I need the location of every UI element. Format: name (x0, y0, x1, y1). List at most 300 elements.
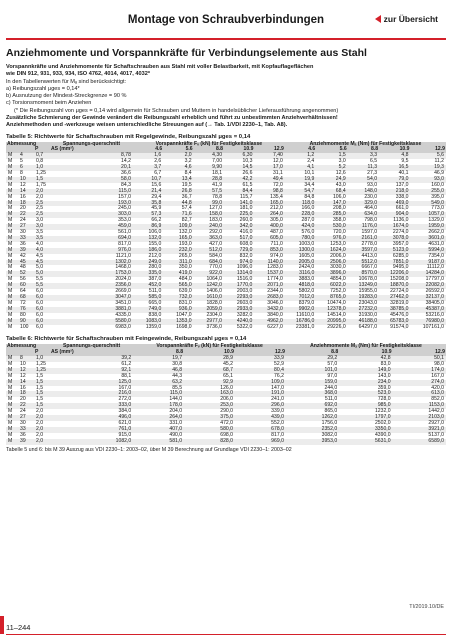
table-cell: 61,5 (224, 183, 254, 189)
table-cell: M (6, 313, 18, 319)
table-cell: 828,0 (184, 439, 235, 445)
table-cell: M (6, 236, 18, 242)
table-cell: 6,0 (34, 319, 50, 325)
table-cell: 22724,0 (379, 289, 410, 295)
intro-line: Anziehmethoden und -werkzeuge weisen unterschiedliche Streuungen auf (→ Tab. 1/VDI 2230–1, Tab. A8). (6, 122, 288, 129)
table-cell: 29226,0 (316, 325, 347, 331)
table-cell: 149,0 (339, 368, 392, 374)
table-cell: M (6, 325, 18, 331)
table-cell: 427,0 (194, 242, 224, 248)
table-cell: 1314,0 (224, 271, 254, 277)
table-cell: 280,0 (133, 265, 163, 271)
table-cell: 106,0 (316, 195, 347, 201)
table-cell: 665,0 (133, 301, 163, 307)
table-cell: M (6, 230, 18, 236)
table-cell: 335,0 (133, 271, 163, 277)
table-cell: 1359,0 (133, 325, 163, 331)
table-cell: 8 (18, 356, 34, 362)
table-cell: 974,0 (254, 254, 284, 260)
table-cell: M (6, 368, 18, 374)
table5-header-anziehmoment: Anziehmomente Mₐ (Nm) für Festigkeitsklasse (285, 142, 446, 148)
table-cell: 1,5 (34, 177, 50, 183)
table-cell: 27,3 (348, 171, 379, 177)
table-cell: 464,0 (348, 206, 379, 212)
table-cell: 1140,0 (254, 260, 284, 266)
table-cell: 728,0 (339, 397, 392, 403)
table-cell: 2024,0 (50, 277, 133, 283)
table-cell: 255,0 (411, 189, 447, 195)
table-cell: 1,75 (34, 183, 50, 189)
table-cell: 296,0 (235, 403, 286, 409)
footer-divider (6, 634, 446, 635)
table-cell: 1,5 (34, 403, 50, 409)
back-to-overview-link[interactable] (375, 14, 438, 24)
intro-line: (* Die Reibungszahl von μges = 0,14 wird allgemein für Schrauben und Muttern in handelsüblicher Lieferausführung angenommen) (14, 107, 339, 114)
table5-header-spannung: Spannungs-querschnitt (50, 142, 133, 148)
table-cell: 204,0 (133, 409, 184, 415)
table-cell: 8379,0 (285, 301, 316, 307)
table-cell: 260,0 (224, 218, 254, 224)
table-cell: 78,8 (194, 195, 224, 201)
table-cell: 773,0 (411, 206, 447, 212)
table-cell: 160,0 (411, 183, 447, 189)
table-cell: 1329,0 (411, 218, 447, 224)
table-cell: 1,5 (34, 380, 50, 386)
table-cell: 82,7 (163, 218, 193, 224)
header-class: 10.9 (339, 350, 392, 356)
table-cell: 53216,0 (411, 313, 447, 319)
table-cell: 1064,0 (194, 277, 224, 283)
table-cell: 20995,0 (316, 319, 347, 325)
table-cell: 46,8 (133, 368, 184, 374)
table-cell: 4,1 (285, 165, 316, 171)
table-cell: 27 (18, 224, 34, 230)
table-cell: 80 (18, 313, 34, 319)
table-cell: 511,0 (286, 397, 339, 403)
table-cell: 1605,0 (285, 254, 316, 260)
table-cell: 407,0 (133, 427, 184, 433)
table-cell: 1,5 (34, 386, 50, 392)
table-cell: 22082,0 (411, 283, 447, 289)
table-cell: 58,0 (50, 177, 133, 183)
table-cell: 2,5 (34, 206, 50, 212)
table-cell: 7851,0 (379, 260, 410, 266)
table-cell: 60 (18, 283, 34, 289)
table-cell: 147,0 (235, 386, 286, 392)
table-cell: 143,0 (339, 374, 392, 380)
table-cell: 8765,0 (316, 295, 347, 301)
table-cell: 4335,0 (50, 313, 133, 319)
table-cell: 45476,0 (379, 313, 410, 319)
table-cell: 6667,0 (348, 265, 379, 271)
table-cell: M (6, 307, 18, 313)
table-cell: 24 (18, 409, 34, 415)
intro-line: Vorspannkräfte und Anziehmomente für Schaftschrauben aus Stahl mit voller Belastbarkeit, mit Kopfauflageflächen (6, 64, 314, 70)
table-cell: 19,9 (285, 177, 316, 183)
table-cell: 165,0 (163, 236, 193, 242)
table-cell: 126,0 (184, 386, 235, 392)
table-cell: 14 (18, 380, 34, 386)
table-cell: 91574,0 (379, 325, 410, 331)
table-cell: 6,0 (34, 325, 50, 331)
table-cell: 3896,0 (316, 271, 347, 277)
table-cell: 976,0 (316, 236, 347, 242)
table-cell: 6,30 (224, 153, 254, 159)
table-cell: 240,0 (194, 224, 224, 230)
table-cell: 692,0 (286, 403, 339, 409)
table-cell: 72,0 (254, 183, 284, 189)
table-cell: M (6, 206, 18, 212)
table-cell: 167,0 (393, 374, 446, 380)
table-cell: 98,0 (393, 362, 446, 368)
table-cell: 272,0 (50, 397, 133, 403)
table-cell: 290,0 (184, 409, 235, 415)
table-cell: 5322,0 (224, 325, 254, 331)
header-class: 4.6 (133, 147, 163, 153)
table-cell: M (6, 254, 18, 260)
table-cell: M (6, 201, 18, 207)
header-pitch: P (34, 147, 50, 153)
table6-header-anziehmoment: Anziehmomente Mₐ (Nm) für Festigkeitsklasse (286, 344, 446, 350)
header-class: 10.9 (224, 147, 254, 153)
table-cell: 93,0 (348, 183, 379, 189)
table-cell: 5,0 (34, 265, 50, 271)
table-cell: 86,9 (133, 224, 163, 230)
header-class: 4.6 (285, 147, 316, 153)
table-cell: 1253,0 (316, 242, 347, 248)
table-cell: 2344,0 (254, 289, 284, 295)
table-cell: 1442,0 (393, 409, 446, 415)
table-cell: M (6, 397, 18, 403)
table-cell: 865,0 (286, 409, 339, 415)
table-cell: 16786,0 (285, 319, 316, 325)
table-cell: 225,0 (224, 212, 254, 218)
table-cell: 9495,0 (379, 265, 410, 271)
table-cell: 584,0 (194, 254, 224, 260)
table-cell: 42 (18, 254, 34, 260)
table-cell: 6,0 (34, 307, 50, 313)
table-cell: 54,7 (285, 189, 316, 195)
table-cell: 1082,0 (50, 439, 133, 445)
table-cell: 1610,0 (194, 295, 224, 301)
table-cell: 3597,0 (348, 248, 379, 254)
table-cell: 375,0 (184, 415, 235, 421)
table-cell: 79,0 (379, 177, 410, 183)
table-cell: 384,0 (50, 409, 133, 415)
table-cell: 1283,0 (254, 265, 284, 271)
table-cell: 1136,0 (379, 218, 410, 224)
table-cell: 1468,0 (50, 265, 133, 271)
table-cell: 206,0 (184, 397, 235, 403)
table-cell: 29,4 (133, 195, 163, 201)
table-cell: 80,4 (235, 368, 286, 374)
table-cell: 1300,0 (285, 248, 316, 254)
table-cell: 333,0 (50, 403, 133, 409)
table-cell: 1121,0 (50, 254, 133, 260)
table-cell: 166,0 (285, 206, 316, 212)
table-cell: 16 (18, 195, 34, 201)
table-cell: 817,0 (235, 433, 286, 439)
header-class: 5.6 (316, 147, 347, 153)
table-cell: 1674,0 (379, 224, 410, 230)
table-cell: 84,8 (285, 195, 316, 201)
table-cell: 28,9 (184, 356, 235, 362)
table-cell: 212,0 (133, 254, 163, 260)
table-cell: 729,0 (224, 248, 254, 254)
table-cell: 1242,0 (194, 283, 224, 289)
table-cell: 20 (18, 206, 34, 212)
table-cell: 36,6 (50, 171, 133, 177)
table-cell: 1,2 (285, 153, 316, 159)
table-cell: 2,0 (34, 189, 50, 195)
table-cell: 106,0 (133, 230, 163, 236)
table-cell: 1,5 (34, 397, 50, 403)
main-content (6, 47, 446, 453)
table-cell: 472,0 (184, 421, 235, 427)
table-cell: 18 (18, 391, 34, 397)
table-cell: 2005,0 (285, 260, 316, 266)
intro-line: Zusätzliche Schmierung der Gewinde verändert die Reibungszahl erheblich und führt zu unbestimmten Anziehverhältnissen! (6, 115, 338, 122)
table-cell: 10 (18, 362, 34, 368)
table-cell: 634,0 (348, 212, 379, 218)
table-cell: 46,9 (411, 171, 447, 177)
table-cell: 452,0 (133, 283, 163, 289)
table-cell: 97,0 (286, 374, 339, 380)
table-cell: 24 (18, 218, 34, 224)
table-cell: 12 (18, 368, 34, 374)
table-cell: 853,0 (254, 248, 284, 254)
table-cell: 56 (18, 277, 34, 283)
table-cell: 517,0 (224, 236, 254, 242)
table-cell: M (6, 271, 18, 277)
table-cell: 420,0 (393, 386, 446, 392)
table-cell: 1516,0 (224, 277, 254, 283)
table-cell: 64297,0 (348, 325, 379, 331)
table-cell: 20,1 (50, 165, 133, 171)
table-cell: 1096,0 (224, 265, 254, 271)
table-cell: 66,2 (133, 218, 163, 224)
table6-header-vorspannkraft: Vorspannkräfte Fᵥ (kN) für Festigkeitsklasse (133, 344, 286, 350)
table-cell: 3078,0 (379, 236, 410, 242)
table-cell: M (6, 295, 18, 301)
table-cell: 68,7 (184, 368, 235, 374)
table-cell: 147,0 (316, 201, 347, 207)
table-cell: 711,0 (254, 242, 284, 248)
table-cell: 3116,0 (285, 271, 316, 277)
table-cell: 2,0 (34, 427, 50, 433)
table-cell: 1406,0 (194, 289, 224, 295)
table-cell: 5 (18, 159, 34, 165)
header-divider (6, 38, 446, 40)
table-cell: 230,0 (348, 195, 379, 201)
table-cell: 127,0 (194, 206, 224, 212)
table-cell: 3350,0 (339, 427, 392, 433)
table-cell: 12,0 (254, 159, 284, 165)
table-cell: 50,1 (393, 356, 446, 362)
table-cell: 2352,0 (286, 427, 339, 433)
table-cell: 359,0 (339, 386, 392, 392)
table-cell: 8 (18, 171, 34, 177)
table-cell: 2304,0 (194, 313, 224, 319)
table-cell: M (6, 183, 18, 189)
table-cell: 2977,0 (194, 319, 224, 325)
table-cell: 694,0 (50, 236, 133, 242)
arrow-left-icon (375, 15, 381, 23)
table-cell: 109,0 (235, 380, 286, 386)
table-cell: 3,0 (34, 224, 50, 230)
table6-title: Tabelle 6: Richtwerte für Schaftschrauben mit Feingewinde, Reibungszahl μges = 0,14 (6, 336, 247, 343)
table-cell: M (6, 289, 18, 295)
table-cell: 14284,0 (411, 271, 447, 277)
table-cell: 363,0 (194, 236, 224, 242)
header-class: 8.8 (133, 350, 184, 356)
table-cell: 2778,0 (348, 242, 379, 248)
table-cell: 5580,0 (50, 319, 133, 325)
table-cell: 4962,0 (254, 319, 284, 325)
table-cell: 45,9 (133, 206, 163, 212)
table-cell: 4413,0 (348, 254, 379, 260)
table-cell: M (6, 224, 18, 230)
table-cell: 3,0 (316, 159, 347, 165)
table-cell: M (6, 301, 18, 307)
table-cell: M (6, 319, 18, 325)
table6-header-spannung: Spannungs-querschnitt (50, 344, 133, 350)
table-cell: 3451,0 (50, 301, 133, 307)
table-cell: 10474,0 (316, 301, 347, 307)
table-cell: 2,0 (34, 421, 50, 427)
table-cell: 1770,0 (224, 283, 254, 289)
table-cell: 832,0 (224, 254, 254, 260)
table-cell: 14514,0 (316, 313, 347, 319)
table-cell: 1047,0 (163, 313, 193, 319)
table-cell: 101,0 (286, 368, 339, 374)
table-cell: 2,4 (285, 159, 316, 165)
table-cell: 1,6 (133, 153, 163, 159)
table-cell: 118,0 (285, 201, 316, 207)
header-stress-area: AS (mm²) (50, 147, 133, 153)
table-cell: 3,2 (163, 159, 193, 165)
header-class: 8.8 (348, 147, 379, 153)
table-cell: 621,0 (50, 421, 133, 427)
table5-title: Tabelle 5: Richtwerte für Schaftschrauben mit Regelgewinde, Reibungszahl μges = 0,14 (6, 133, 251, 140)
table-cell: 3881,0 (50, 307, 133, 313)
table-cell: 39 (18, 439, 34, 445)
table-cell: 2506,0 (316, 260, 347, 266)
table-cell: 484,0 (163, 277, 193, 283)
table-cell: 245,0 (50, 206, 133, 212)
table-cell: 904,0 (379, 212, 410, 218)
table-cell: 144,0 (133, 397, 184, 403)
table-cell: 7252,0 (316, 289, 347, 295)
table-cell: 216,0 (50, 391, 133, 397)
table-cell: 6,0 (34, 295, 50, 301)
table-cell: 5,0 (34, 271, 50, 277)
table-cell: 368,0 (286, 391, 339, 397)
table-cell: 218,0 (379, 189, 410, 195)
table-cell: M (6, 439, 18, 445)
table-cell: 15,6 (133, 183, 163, 189)
table-cell: 1959,0 (411, 224, 447, 230)
table-cell: 100 (18, 325, 34, 331)
table-cell: 292,0 (194, 230, 224, 236)
table-cell: 1153,0 (393, 403, 446, 409)
table-cell: 148,0 (348, 189, 379, 195)
header-class: 8.8 (194, 147, 224, 153)
table-cell: 42,8 (339, 356, 392, 362)
table-cell: 4 (18, 153, 34, 159)
table-cell: 61,2 (50, 362, 133, 368)
table-cell: 2,0 (163, 153, 193, 159)
back-link-label: zur Übersicht (383, 14, 438, 24)
table-cell: 13,4 (163, 177, 193, 183)
header-class: 5.6 (163, 147, 193, 153)
table-row (6, 439, 446, 445)
table-cell: 3,3 (348, 153, 379, 159)
table-cell: 580,0 (184, 427, 235, 433)
table-cell: 9,90 (194, 165, 224, 171)
table-cell: M (6, 177, 18, 183)
table-cell: 57,3 (133, 212, 163, 218)
header-class: 12.9 (411, 147, 447, 153)
table-cell: 0,7 (34, 153, 50, 159)
table-cell: 5137,0 (393, 433, 446, 439)
table-cell: 92,1 (50, 368, 133, 374)
table-cell: 167,0 (50, 386, 133, 392)
table-cell: 285,0 (316, 212, 347, 218)
table-cell: 400,0 (254, 224, 284, 230)
table-cell: 90 (18, 319, 34, 325)
table-cell: 10,1 (285, 171, 316, 177)
table-cell: 1003,0 (285, 242, 316, 248)
table-cell: 33 (18, 236, 34, 242)
table-cell: M (6, 277, 18, 283)
table-cell: 459,0 (50, 224, 133, 230)
table-cell: 2502,0 (339, 421, 392, 427)
intro-line: wie DIN 912, 931, 933, 934, ISO 4762, 4014, 4017, 4032* (6, 71, 150, 78)
table-cell: 1753,0 (50, 271, 133, 277)
table-cell: 2683,0 (254, 295, 284, 301)
table-cell: 5,2 (316, 165, 347, 171)
table-cell: 10,7 (133, 177, 163, 183)
table-cell: 6,7 (133, 171, 163, 177)
table-cell: 65,1 (184, 374, 235, 380)
table-cell: 191,0 (235, 391, 286, 397)
table-cell: 174,0 (393, 368, 446, 374)
header-class: 10.9 (184, 350, 235, 356)
table-cell: 193,0 (50, 201, 133, 207)
table-cell: 8,78 (50, 153, 133, 159)
table-cell: 581,0 (133, 439, 184, 445)
table-cell: 331,0 (133, 421, 184, 427)
table-cell: 487,0 (254, 230, 284, 236)
table-cell: 22 (18, 403, 34, 409)
table-cell: 511,0 (133, 289, 163, 295)
table-cell: 8,4 (163, 171, 193, 177)
table-cell: 12378,0 (316, 307, 347, 313)
table-cell: 780,0 (285, 236, 316, 242)
table-cell: 852,0 (393, 397, 446, 403)
table-cell: 3047,0 (50, 295, 133, 301)
table-cell: 249,0 (133, 260, 163, 266)
table-cell: 5,5 (34, 277, 50, 283)
table5 (6, 142, 446, 331)
table-cell: 353,0 (50, 218, 133, 224)
table-cell: 1176,0 (348, 224, 379, 230)
table-cell: 71,6 (163, 212, 193, 218)
table-cell: 109,0 (163, 224, 193, 230)
table-cell: 4,8 (379, 153, 410, 159)
table-cell: 2059,0 (194, 307, 224, 313)
